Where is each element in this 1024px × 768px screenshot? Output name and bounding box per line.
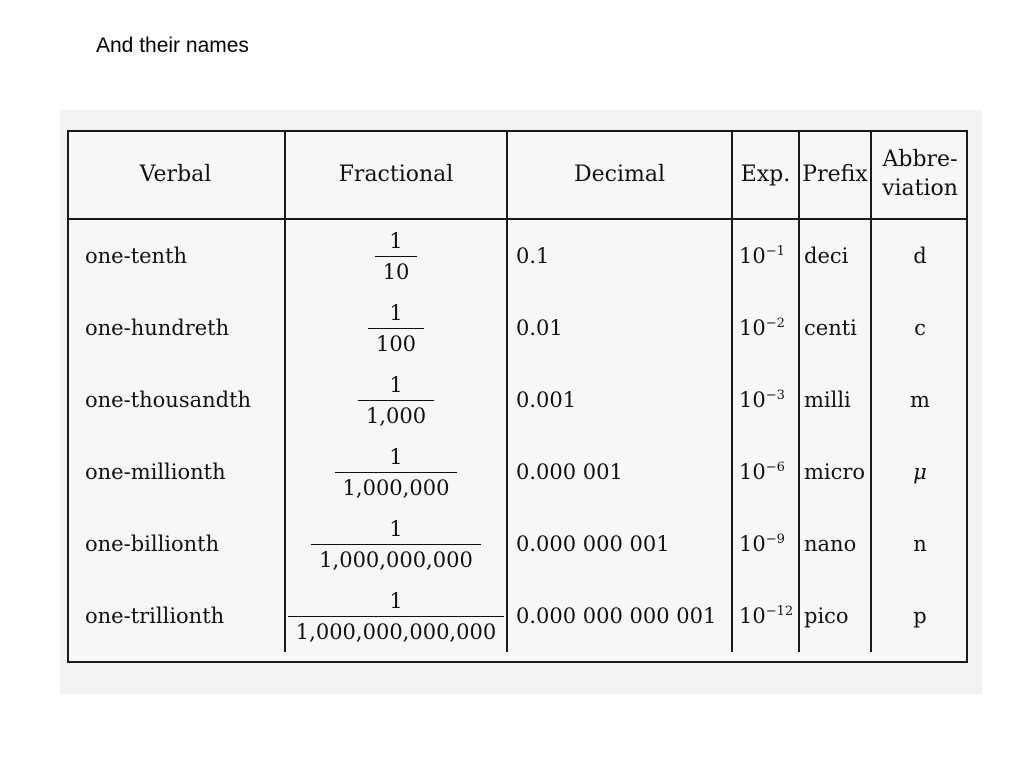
exp-power: −9 bbox=[765, 532, 785, 547]
cell-decimal: 0.000 001 bbox=[507, 436, 732, 508]
fraction-numerator: 1 bbox=[358, 373, 434, 401]
cell-fractional bbox=[285, 219, 507, 292]
table-row bbox=[67, 364, 968, 436]
fraction-denominator: 10 bbox=[382, 259, 410, 284]
exp-power: −3 bbox=[765, 388, 785, 403]
table-header-row bbox=[67, 130, 968, 219]
cell-verbal: one-hundreth bbox=[85, 316, 230, 340]
cell-exp bbox=[732, 580, 799, 652]
exp-power: −1 bbox=[765, 244, 785, 259]
slide-title: And their names bbox=[96, 34, 249, 57]
cell-fractional bbox=[285, 292, 507, 364]
cell-exp bbox=[732, 292, 799, 364]
header-abbreviation-line2: viation bbox=[882, 176, 958, 201]
fraction-numerator: 1 bbox=[335, 445, 458, 473]
cell-fractional bbox=[285, 508, 507, 580]
cell-exp bbox=[732, 508, 799, 580]
cell-verbal: one-billionth bbox=[85, 532, 220, 556]
header-abbreviation bbox=[871, 130, 968, 219]
cell-fractional bbox=[285, 364, 507, 436]
fraction-denominator: 1,000,000,000 bbox=[319, 547, 473, 572]
fraction-numerator: 1 bbox=[311, 517, 481, 545]
table-row bbox=[67, 580, 968, 652]
cell-abbreviation: d bbox=[871, 219, 968, 292]
fraction-numerator: 1 bbox=[368, 301, 424, 329]
cell-abbreviation: p bbox=[871, 580, 968, 652]
exp-base: 10 bbox=[739, 604, 766, 628]
fraction-numerator: 1 bbox=[288, 589, 504, 617]
exp-base: 10 bbox=[739, 316, 766, 340]
fraction-denominator: 100 bbox=[375, 331, 417, 356]
header-exp: Exp. bbox=[732, 130, 799, 219]
cell-prefix: pico bbox=[799, 580, 871, 652]
cell-abbreviation: m bbox=[871, 364, 968, 436]
prefix-table bbox=[67, 130, 968, 652]
cell-verbal: one-thousandth bbox=[85, 388, 252, 412]
exp-power: −6 bbox=[765, 460, 785, 475]
fraction bbox=[358, 373, 434, 428]
cell-prefix: deci bbox=[799, 219, 871, 292]
cell-fractional bbox=[285, 580, 507, 652]
header-prefix: Prefix bbox=[799, 130, 871, 219]
header-abbreviation-line1: Abbre- bbox=[882, 147, 958, 172]
cell-fractional bbox=[285, 436, 507, 508]
header-verbal: Verbal bbox=[67, 130, 285, 219]
cell-prefix: centi bbox=[799, 292, 871, 364]
exp-power: −2 bbox=[765, 316, 785, 331]
table-row bbox=[67, 292, 968, 364]
cell-decimal: 0.001 bbox=[507, 364, 732, 436]
fraction-denominator: 1,000,000 bbox=[342, 475, 450, 500]
fraction-denominator: 1,000,000,000,000 bbox=[295, 619, 497, 644]
fraction bbox=[368, 301, 424, 356]
cell-verbal: one-trillionth bbox=[85, 604, 225, 628]
header-fractional: Fractional bbox=[285, 130, 507, 219]
table-row bbox=[67, 508, 968, 580]
exp-base: 10 bbox=[739, 460, 766, 484]
cell-exp bbox=[732, 364, 799, 436]
exp-base: 10 bbox=[739, 244, 766, 268]
table-row bbox=[67, 436, 968, 508]
cell-exp bbox=[732, 436, 799, 508]
exp-base: 10 bbox=[739, 532, 766, 556]
cell-decimal: 0.000 000 001 bbox=[507, 508, 732, 580]
cell-decimal: 0.000 000 000 001 bbox=[507, 580, 732, 652]
cell-abbreviation: μ bbox=[871, 436, 968, 508]
cell-verbal: one-tenth bbox=[85, 244, 188, 268]
fraction bbox=[375, 229, 418, 284]
cell-prefix: micro bbox=[799, 436, 871, 508]
header-decimal: Decimal bbox=[507, 130, 732, 219]
fraction-numerator: 1 bbox=[375, 229, 418, 257]
fraction bbox=[288, 589, 504, 644]
fraction bbox=[311, 517, 481, 572]
cell-decimal: 0.1 bbox=[507, 219, 732, 292]
cell-abbreviation: c bbox=[871, 292, 968, 364]
cell-abbreviation: n bbox=[871, 508, 968, 580]
exp-base: 10 bbox=[739, 388, 766, 412]
exp-power: −12 bbox=[765, 604, 794, 619]
cell-prefix: nano bbox=[799, 508, 871, 580]
cell-exp bbox=[732, 219, 799, 292]
table-row bbox=[67, 219, 968, 292]
cell-prefix: milli bbox=[799, 364, 871, 436]
fraction-denominator: 1,000 bbox=[365, 403, 427, 428]
fraction bbox=[335, 445, 458, 500]
cell-decimal: 0.01 bbox=[507, 292, 732, 364]
cell-verbal: one-millionth bbox=[85, 460, 226, 484]
